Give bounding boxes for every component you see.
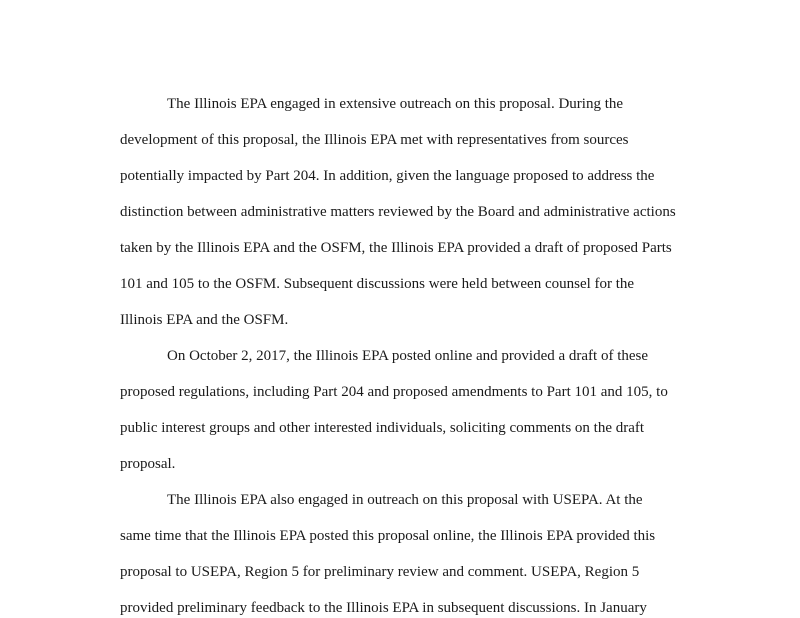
paragraph-3-line-2: same time that the Illinois EPA posted this proposal online, the Illinois EPA provided this [120,528,656,544]
paragraph-1-line-6: 101 and 105 to the OSFM. Subsequent discussions were held between counsel for the [120,276,635,292]
paragraph-3-line-4: provided preliminary feedback to the Illinois EPA in subsequent discussions. In January [120,600,647,616]
paragraph-3-line-3: proposal to USEPA, Region 5 for preliminary review and comment. USEPA, Region 5 [120,564,640,580]
paragraph-3-line-1: The Illinois EPA also engaged in outreach on this proposal with USEPA. At the [167,492,643,508]
paragraph-2-line-2: proposed regulations, including Part 204 and proposed amendments to Part 101 and 105, to [120,384,668,400]
paragraph-2-line-3: public interest groups and other interested individuals, soliciting comments on the draft [120,420,645,436]
paragraph-1-line-7: Illinois EPA and the OSFM. [120,312,289,328]
paragraph-1-line-3: potentially impacted by Part 204. In addition, given the language proposed to address the [120,168,655,184]
paragraph-2-line-1: On October 2, 2017, the Illinois EPA posted online and provided a draft of these [167,348,649,364]
paragraph-1-line-1: The Illinois EPA engaged in extensive outreach on this proposal. During the [167,96,624,112]
paragraph-1-line-2: development of this proposal, the Illinois EPA met with representatives from sources [120,132,629,148]
paragraph-1-line-4: distinction between administrative matters reviewed by the Board and administrative actions [120,204,676,220]
paragraph-1-line-5: taken by the Illinois EPA and the OSFM, the Illinois EPA provided a draft of proposed Parts [120,240,672,256]
paragraph-2-line-4: proposal. [120,456,176,472]
